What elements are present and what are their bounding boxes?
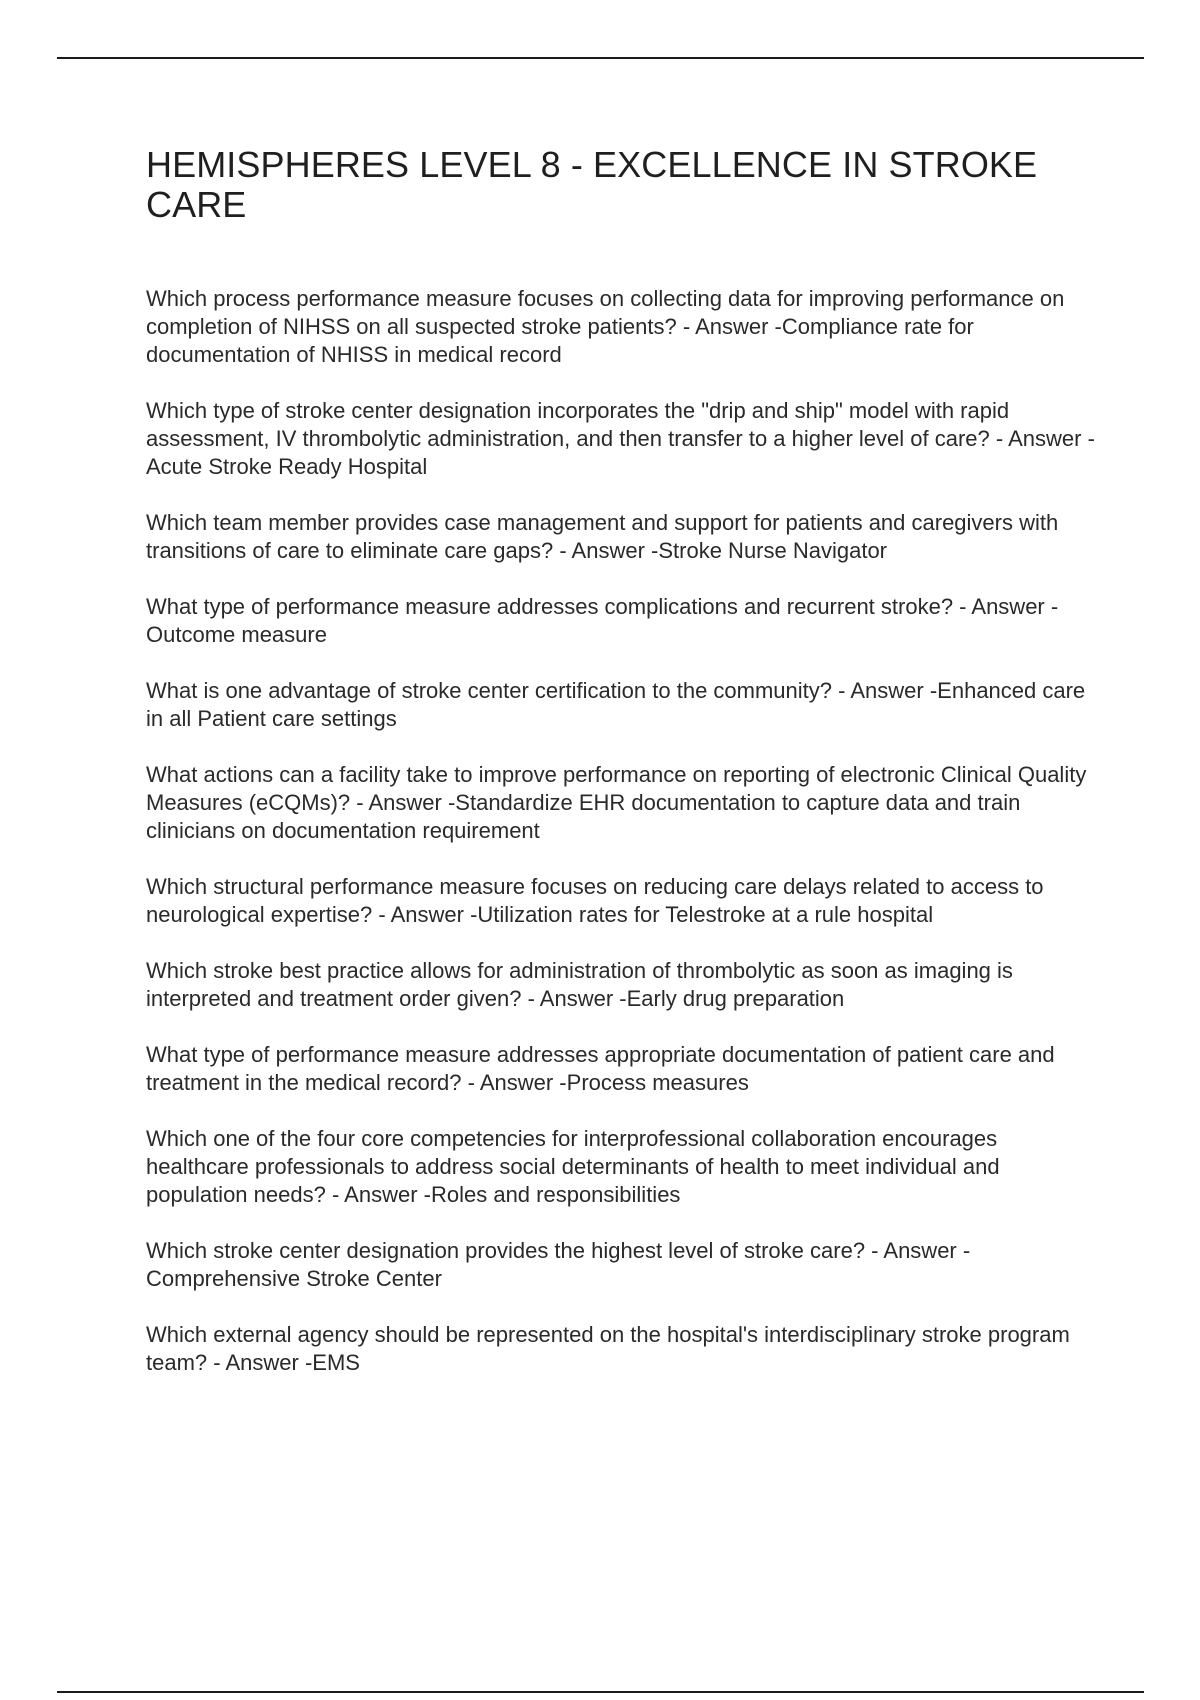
question-text: What actions can a facility take to improve performance on reporting of electronic Clinical Quality Measures (eCQMs)? bbox=[146, 762, 1087, 815]
question-text: What is one advantage of stroke center certification to the community? bbox=[146, 678, 833, 703]
answer-text: EMS bbox=[312, 1350, 360, 1375]
question-text: Which external agency should be represented on the hospital's interdisciplinary stroke program team? bbox=[146, 1322, 1070, 1375]
qa-list bbox=[146, 285, 1096, 1405]
question-text: What type of performance measure addresses complications and recurrent stroke? bbox=[146, 594, 954, 619]
answer-text: Process measures bbox=[566, 1070, 749, 1095]
answer-text: Utilization rates for Telestroke at a rule hospital bbox=[477, 902, 934, 927]
qa-item bbox=[146, 509, 1096, 565]
answer-separator: - Answer - bbox=[350, 790, 456, 815]
answer-text: Standardize EHR documentation to capture data and train clinicians on documentation requirement bbox=[146, 790, 1021, 843]
question-text: Which process performance measure focuses on collecting data for improving performance on completion of NIHSS on all suspected stroke patients? bbox=[146, 286, 1065, 339]
question-text: Which team member provides case management and support for patients and caregivers with transitions of care to eliminate care gaps? bbox=[146, 510, 1059, 563]
qa-item bbox=[146, 677, 1096, 733]
answer-text: Outcome measure bbox=[146, 622, 327, 647]
qa-item bbox=[146, 1237, 1096, 1293]
answer-text: Stroke Nurse Navigator bbox=[658, 538, 888, 563]
answer-separator: - Answer - bbox=[676, 314, 782, 339]
answer-separator: - Answer - bbox=[553, 538, 659, 563]
answer-text: Early drug preparation bbox=[626, 986, 845, 1011]
answer-text: Enhanced care in all Patient care settings bbox=[146, 678, 1086, 731]
answer-separator: - Answer - bbox=[461, 1070, 567, 1095]
question-text: Which stroke best practice allows for administration of thrombolytic as soon as imaging is interpreted and treatment order given? bbox=[146, 958, 1013, 1011]
answer-separator: - Answer - bbox=[953, 594, 1059, 619]
qa-item bbox=[146, 285, 1096, 369]
qa-item bbox=[146, 1041, 1096, 1097]
answer-separator: - Answer - bbox=[325, 1182, 431, 1207]
question-text: Which stroke center designation provides the highest level of stroke care? bbox=[146, 1238, 866, 1263]
bottom-divider bbox=[57, 1691, 1144, 1693]
question-text: Which type of stroke center designation incorporates the "drip and ship" model with rapid assessment, IV thrombolytic administration, and then transfer to a higher level of care? bbox=[146, 398, 1010, 451]
answer-separator: - Answer - bbox=[832, 678, 938, 703]
answer-text: Acute Stroke Ready Hospital bbox=[146, 454, 428, 479]
qa-item bbox=[146, 397, 1096, 481]
question-text: Which structural performance measure focuses on reducing care delays related to access to neurological expertise? bbox=[146, 874, 1044, 927]
answer-separator: - Answer - bbox=[372, 902, 478, 927]
qa-item bbox=[146, 1125, 1096, 1209]
qa-item bbox=[146, 761, 1096, 845]
top-divider bbox=[57, 57, 1144, 59]
qa-item bbox=[146, 873, 1096, 929]
qa-item bbox=[146, 1321, 1096, 1377]
question-text: What type of performance measure addresses appropriate documentation of patient care and treatment in the medical record? bbox=[146, 1042, 1055, 1095]
qa-item bbox=[146, 593, 1096, 649]
answer-text: Compliance rate for documentation of NHISS in medical record bbox=[146, 314, 974, 367]
answer-separator: - Answer - bbox=[865, 1238, 971, 1263]
answer-separator: - Answer - bbox=[207, 1350, 313, 1375]
page-title: HEMISPHERES LEVEL 8 - EXCELLENCE IN STROKE CARE bbox=[146, 144, 1038, 225]
question-text: Which one of the four core competencies for interprofessional collaboration encourages healthcare professionals to address social determinants of health to meet individual and population needs? bbox=[146, 1126, 1000, 1207]
answer-separator: - Answer - bbox=[989, 426, 1095, 451]
answer-text: Roles and responsibilities bbox=[430, 1182, 681, 1207]
answer-text: Comprehensive Stroke Center bbox=[146, 1266, 442, 1291]
answer-separator: - Answer - bbox=[521, 986, 627, 1011]
qa-item bbox=[146, 957, 1096, 1013]
